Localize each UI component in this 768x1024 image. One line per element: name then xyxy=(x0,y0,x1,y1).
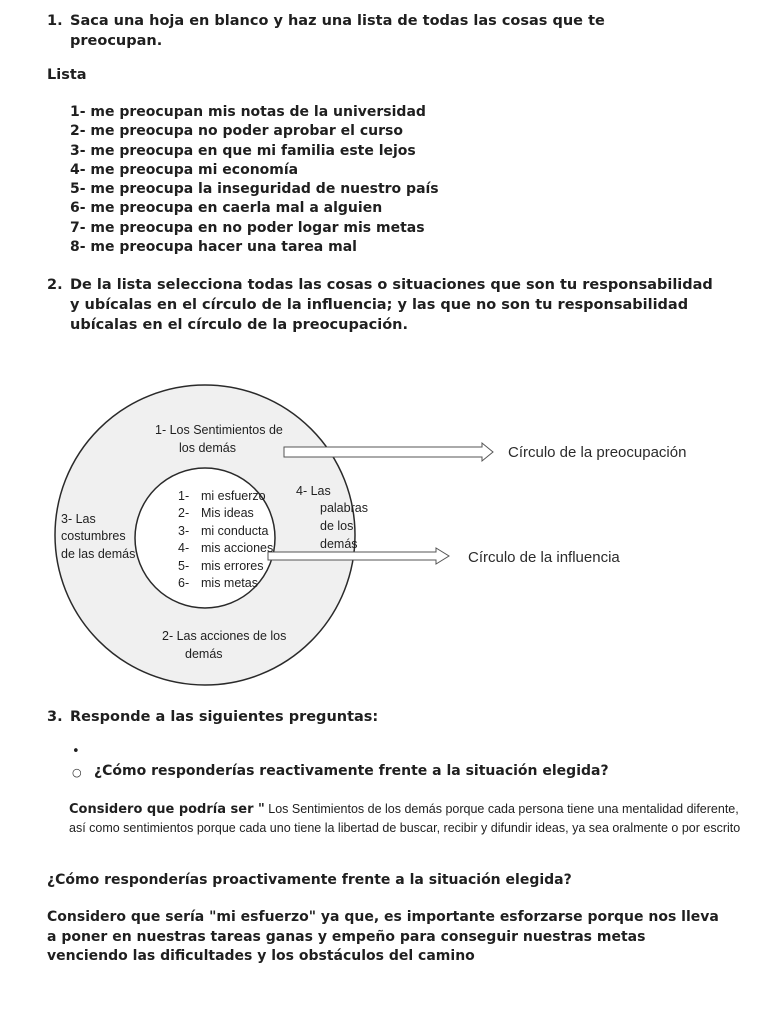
outer-bottom-line-2: demás xyxy=(185,647,223,661)
question-proactive: ¿Cómo responderías proactivamente frente a la situación elegida? xyxy=(47,872,572,888)
outer-left-line-3: de las demás xyxy=(61,547,136,561)
list-item: 5- me preocupa la inseguridad de nuestro país xyxy=(70,181,439,198)
outer-right-line-3: de los xyxy=(320,519,354,533)
outer-right-line-1: 4- Las xyxy=(296,484,331,498)
question-2-number: 2. xyxy=(47,277,63,293)
question-1 xyxy=(47,11,647,51)
question-2 xyxy=(47,275,727,335)
inner-number-5: 5- xyxy=(178,559,190,573)
list-item: 3- me preocupa en que mi familia este lejos xyxy=(70,142,416,159)
worry-list xyxy=(70,103,439,257)
inner-number-3: 3- xyxy=(178,524,190,538)
answer-reactive-lead: Considero que podría ser " xyxy=(69,802,265,817)
inner-number-1: 1- xyxy=(178,489,190,503)
list-title: Lista xyxy=(47,67,87,83)
question-3-number: 3. xyxy=(47,709,63,725)
inner-item-5: mis errores xyxy=(201,559,264,573)
question-1-text: Saca una hoja en blanco y haz una lista de todas las cosas que te preocupan. xyxy=(70,13,605,49)
answer-reactive xyxy=(69,800,749,837)
sub-bullet-icon: ○ xyxy=(72,766,82,779)
empty-bullet: • xyxy=(72,744,80,759)
inner-item-1: mi esfuerzo xyxy=(201,489,266,503)
question-1-number: 1. xyxy=(47,13,63,29)
inner-item-2: Mis ideas xyxy=(201,506,254,520)
answer-reactive-body: Los Sentimientos de los demás porque cada persona tiene una mentalidad diferente, así como sentimientos porque cada uno tiene la libertad de buscar, recibir y difundir ideas, ya sea oralmente o por escrito xyxy=(69,802,741,835)
list-item: 6- me preocupa en caerla mal a alguien xyxy=(70,200,383,217)
outer-top-line-2: los demás xyxy=(179,441,236,455)
question-reactive: ¿Cómo responderías reactivamente frente a la situación elegida? xyxy=(94,763,609,779)
list-item: 2- me preocupa no poder aprobar el curso xyxy=(70,123,403,140)
outer-left-line-1: 3- Las xyxy=(61,512,96,526)
label-circulo-influencia: Círculo de la influencia xyxy=(468,549,620,566)
list-item: 4- me preocupa mi economía xyxy=(70,161,299,178)
inner-item-3: mi conducta xyxy=(201,524,269,538)
outer-right-line-4: demás xyxy=(320,537,358,551)
inner-item-4: mis acciones xyxy=(201,541,274,555)
answer-proactive: Considero que sería "mi esfuerzo" ya que, es importante esforzarse porque nos lleva a poner en nuestras tareas ganas y empeño para conseguir nuestras metas venciendo las dificultades y los obstáculos del camino xyxy=(47,909,719,964)
list-item: 8- me preocupa hacer una tarea mal xyxy=(70,239,357,256)
question-2-text: De la lista selecciona todas las cosas o situaciones que son tu responsabilidad y ubícalas en el círculo de la influencia; y las que no son tu responsabilidad ubícalas en el círculo de la preocupación. xyxy=(70,277,713,333)
outer-right-line-2: palabras xyxy=(320,501,368,515)
list-item: 7- me preocupa en no poder logar mis metas xyxy=(70,219,425,236)
outer-top-line-1: 1- Los Sentimientos de xyxy=(155,423,283,437)
outer-left-line-2: costumbres xyxy=(61,529,126,543)
inner-number-4: 4- xyxy=(178,541,190,555)
question-3-text: Responde a las siguientes preguntas: xyxy=(70,709,379,725)
outer-bottom-line-1: 2- Las acciones de los xyxy=(162,629,287,643)
label-circulo-preocupacion: Círculo de la preocupación xyxy=(508,444,687,461)
list-item: 1- me preocupan mis notas de la universidad xyxy=(70,104,426,120)
inner-number-6: 6- xyxy=(178,576,190,590)
question-3 xyxy=(47,707,647,727)
inner-number-2: 2- xyxy=(178,506,190,520)
inner-item-6: mis metas xyxy=(201,576,258,590)
circles-diagram xyxy=(0,380,768,690)
